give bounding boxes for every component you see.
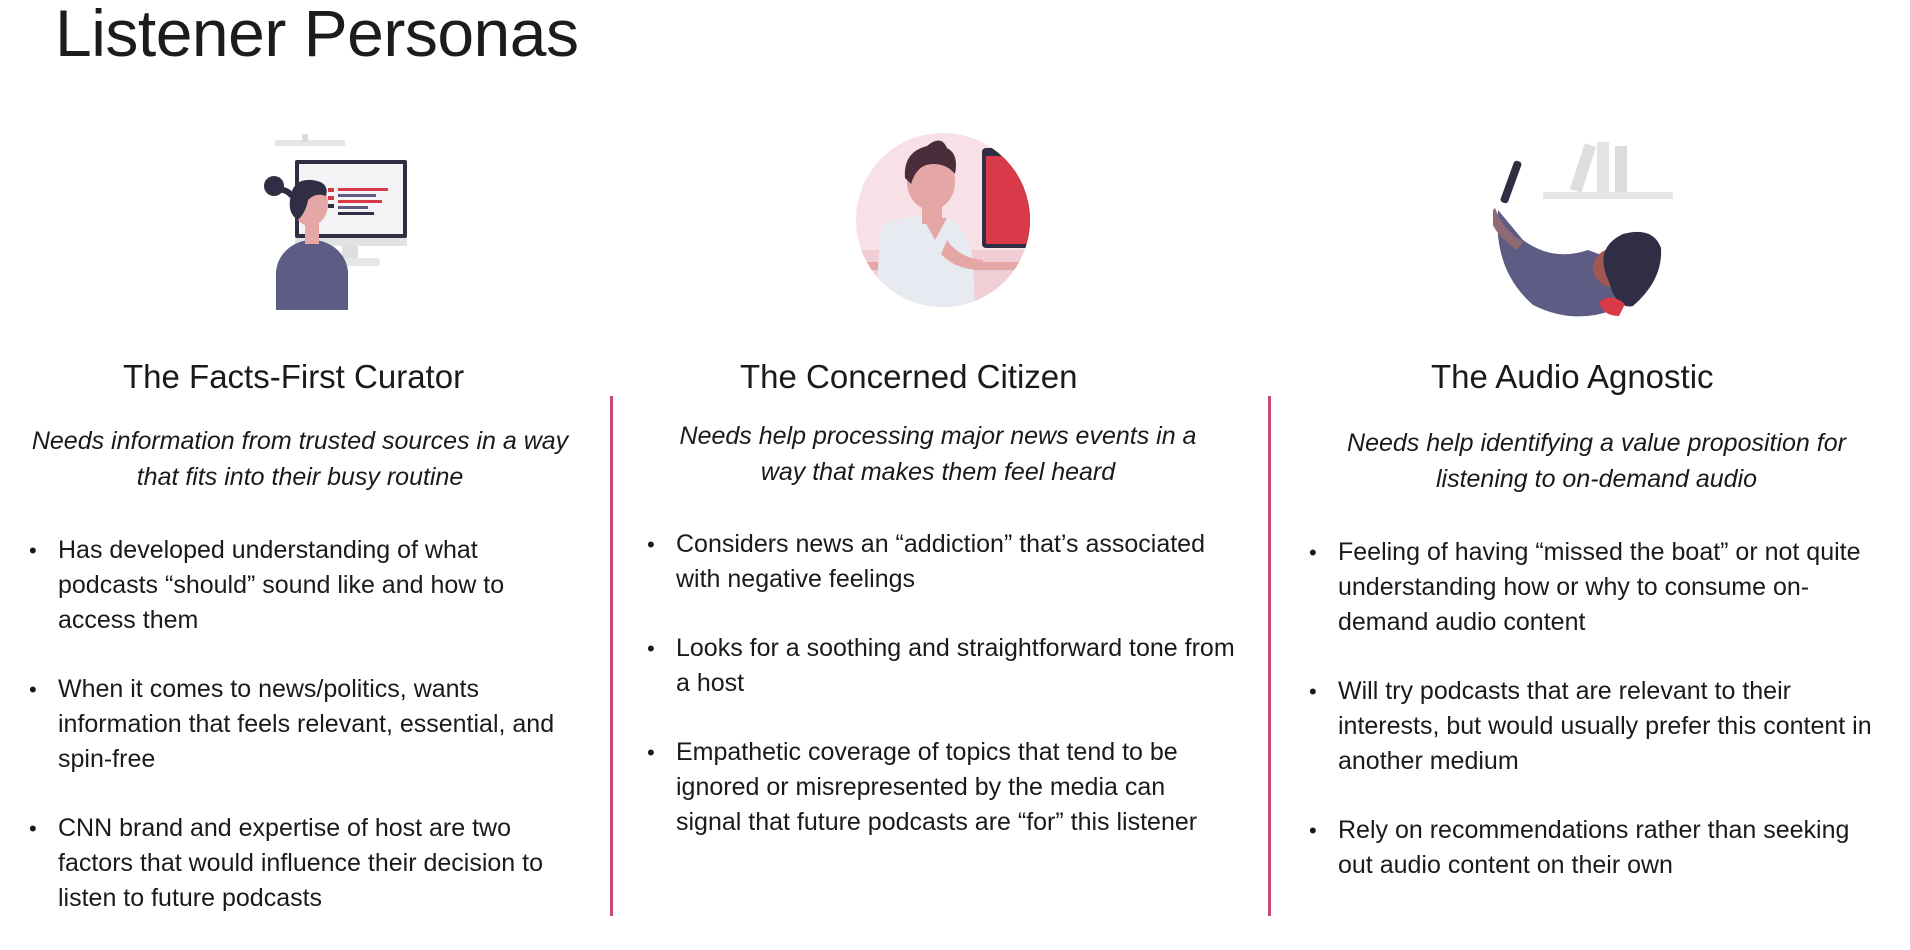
persona-traits-list (1309, 535, 1879, 917)
persona-card-facts-first-curator (0, 130, 610, 930)
persona-card-concerned-citizen (613, 130, 1268, 930)
man-at-desk-illustration (855, 130, 1035, 310)
person-reclining-with-phone-illustration (1493, 130, 1673, 320)
persona-name: The Facts-First Curator (123, 358, 465, 395)
list-item: • Rely on recommendations rather than seeking out audio content on their own (1309, 816, 1850, 879)
persona-name: The Audio Agnostic (1431, 358, 1714, 395)
persona-need: Needs help processing major news events in a way that makes them feel heard (679, 422, 1197, 486)
list-item: • Feeling of having “missed the boat” or not quite understanding how or why to consume on-demand audio content (1309, 538, 1861, 636)
persona-card-audio-agnostic (1271, 130, 1910, 930)
list-item: • Considers news an “addiction” that’s associated with negative feelings (647, 530, 1205, 593)
page-title: Listener Personas (55, 0, 579, 70)
persona-need: Needs help identifying a value proposition for listening to on-demand audio (1347, 429, 1846, 493)
persona-traits-list (29, 533, 579, 950)
persona-traits-list (647, 527, 1237, 874)
list-item: • Looks for a soothing and straightforward tone from a host (647, 634, 1235, 697)
list-item: • Will try podcasts that are relevant to their interests, but would usually prefer this content in another medium (1309, 677, 1872, 775)
list-item: • Has developed understanding of what podcasts “should” sound like and how to access them (29, 536, 505, 634)
list-item: • Empathetic coverage of topics that tend to be ignored or misrepresented by the media can signal that future podcasts are “for” this listener (647, 738, 1198, 836)
persona-name: The Concerned Citizen (740, 358, 1078, 395)
persona-need: Needs information from trusted sources in a way that fits into their busy routine (31, 427, 569, 491)
list-item: • CNN brand and expertise of host are two factors that would influence their decision to listen to future podcasts (29, 814, 543, 912)
woman-at-computer-illustration (250, 130, 420, 310)
list-item: • When it comes to news/politics, wants information that feels relevant, essential, and spin-free (29, 675, 555, 773)
